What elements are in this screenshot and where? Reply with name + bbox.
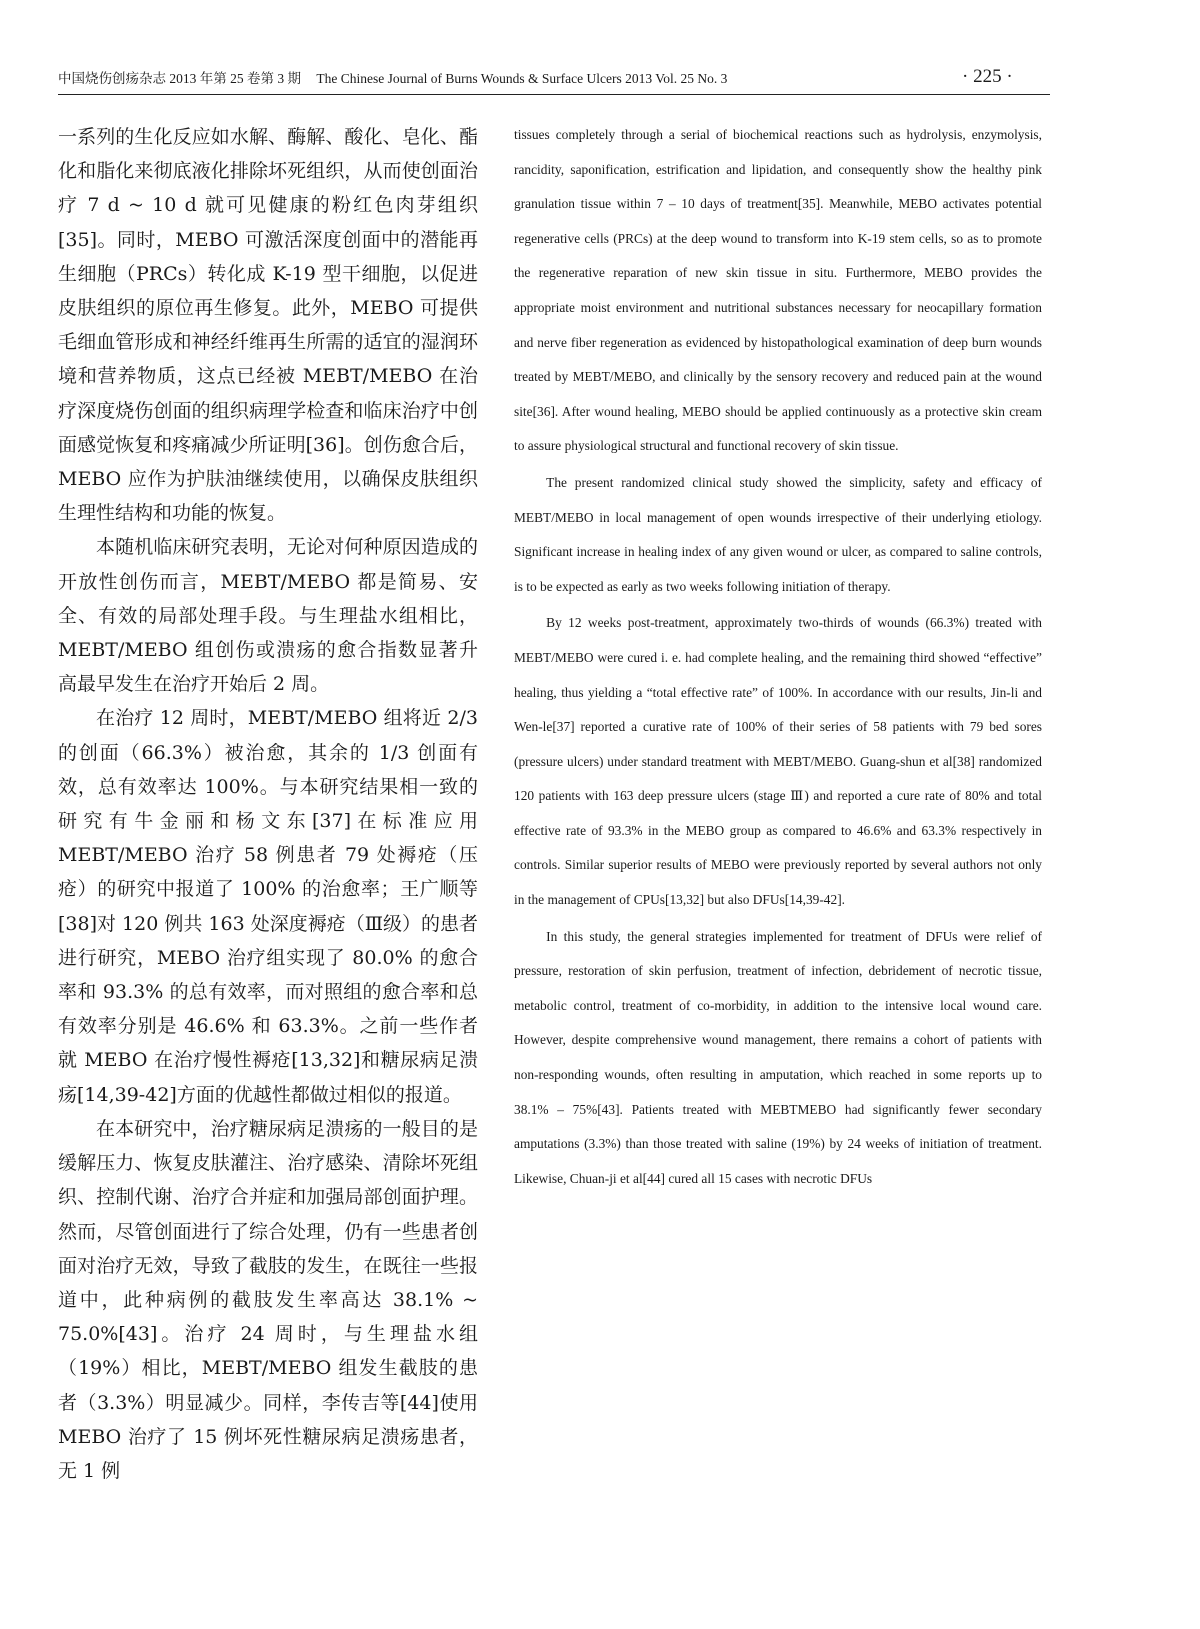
journal-title-chinese: 中国烧伤创疡杂志 2013 年第 25 卷第 3 期 xyxy=(58,71,301,86)
paragraph-zh-1: 一系列的生化反应如水解、酶解、酸化、皂化、酯化和脂化来彻底液化排除坏死组织，从而使创面治疗 7 d ~ 10 d 就可见健康的粉红色肉芽组织[35]。同时，MEBO 可激活深度创面中的潜能再生细胞（PRCs）转化成 K-19 型干细胞，以促进皮肤组织的原位再生修复。此外，MEBO 可提供毛细血管形成和神经纤维再生所需的适宜的湿润环境和营养物质，这点已经被 MEBT/MEBO 在治疗深度烧伤创面的组织病理学检查和临床治疗中创面感觉恢复和疼痛减少所证明[36]。创伤愈合后，MEBO 应作为护肤油继续使用，以确保皮肤组织生理性结构和功能的恢复。 xyxy=(58,126,478,525)
running-header xyxy=(58,68,1050,95)
paragraph-en-2: The present randomized clinical study showed the simplicity, safety and efficacy of MEBT/MEBO in local management of open wounds irrespective of their underlying etiology. Significant increase in healing index of any given wound or ulcer, as compared to saline controls, is to be expected as early as two weeks following initiation of therapy. xyxy=(514,474,1042,594)
paragraph-zh-2: 本随机临床研究表明，无论对何种原因造成的开放性创伤而言，MEBT/MEBO 都是简易、安全、有效的局部处理手段。与生理盐水组相比，MEBT/MEBO 组创伤或溃疡的愈合指数显著升高最早发生在治疗开始后 2 周。 xyxy=(58,536,478,696)
paragraph-en-4: In this study, the general strategies implemented for treatment of DFUs were relief of pressure, restoration of skin perfusion, treatment of infection, debridement of necrotic tissue, metabolic control, treatment of co-morbidity, in addition to the intensive local wound care. However, despite comprehensive wound management, there remains a cohort of patients with non-responding wounds, often resulting in amputation, which reached in some reports up to 38.1% – 75%[43]. Patients treated with MEBTMEBO had significantly fewer secondary amputations (3.3%) than those treated with saline (19%) by 24 weeks of initiation of treatment. Likewise, Chuan-ji et al[44] cured all 15 cases with necrotic DFUs xyxy=(514,928,1042,1186)
chinese-text-column xyxy=(58,120,478,1488)
english-text-column xyxy=(514,118,1042,1196)
paragraph-zh-4: 在本研究中，治疗糖尿病足溃疡的一般目的是缓解压力、恢复皮肤灌注、治疗感染、清除坏死组织、控制代谢、治疗合并症和加强局部创面护理。然而，尽管创面进行了综合处理，仍有一些患者创面对治疗无效，导致了截肢的发生，在既往一些报道中，此种病例的截肢发生率高达 38.1% ~ 75.0%[43]。治疗 24 周时，与生理盐水组（19%）相比，MEBT/MEBO 组发生截肢的患者（3.3%）明显减少。同样，李传吉等[44]使用 MEBO 治疗了 15 例坏死性糖尿病足溃疡患者，无 1 例 xyxy=(58,1117,478,1482)
paragraph-en-3: By 12 weeks post-treatment, approximately two-thirds of wounds (66.3%) treated with MEBT/MEBO were cured i. e. had complete healing, and the remaining third showed “effective” healing, thus yielding a “total effective rate” of 100%. In accordance with our results, Jin-li and Wen-le[37] reported a curative rate of 100% of their series of 58 patients with 79 bed sores (pressure ulcers) under standard treatment with MEBT/MEBO. Guang-shun et al[38] randomized 120 patients with 163 deep pressure ulcers (stage Ⅲ) and reported a cure rate of 80% and total effective rate of 93.3% in the MEBO group as compared to 46.6% and 63.3% respectively in controls. Similar superior results of MEBO were previously reported by several authors not only in the management of CPUs[13,32] but also DFUs[14,39-42]. xyxy=(514,615,1042,908)
journal-title-english: The Chinese Journal of Burns Wounds & Surface Ulcers 2013 Vol. 25 No. 3 xyxy=(316,71,728,86)
page-number: · 225 · xyxy=(962,66,1013,87)
paragraph-zh-3: 在治疗 12 周时，MEBT/MEBO 组将近 2/3 的创面（66.3%）被治愈，其余的 1/3 创面有效，总有效率达 100%。与本研究结果相一致的研究有牛金丽和杨文东[37]在标准应用 MEBT/MEBO 治疗 58 例患者 79 处褥疮（压疮）的研究中报道了 100% 的治愈率；王广顺等[38]对 120 例共 163 处深度褥疮（Ⅲ级）的患者进行研究，MEBO 治疗组实现了 80.0% 的愈合率和 93.3% 的总有效率，而对照组的愈合率和总有效率分别是 46.6% 和 63.3%。之前一些作者就 MEBO 在治疗慢性褥疮[13,32]和糖尿病足溃疡[14,39-42]方面的优越性都做过相似的报道。 xyxy=(58,707,479,1106)
paragraph-en-1: tissues completely through a serial of biochemical reactions such as hydrolysis, enzymolysis, rancidity, saponification, estrification and lipidation, and consequently show the healthy pink granulation tissue within 7 – 10 days of treatment[35]. Meanwhile, MEBO activates potential regenerative cells (PRCs) at the deep wound to transform into K-19 stem cells, so as to promote the regenerative reparation of new skin tissue in situ. Furthermore, MEBO provides the appropriate moist environment and nutritional substances necessary for neocapillary formation and nerve fiber regeneration as evidenced by histopathological examination of deep burn wounds treated by MEBT/MEBO, and clinically by the sensory recovery and reduced pain at the wound site[36]. After wound healing, MEBO should be applied continuously as a protective skin cream to assure physiological structural and functional recovery of skin tissue. xyxy=(514,127,1042,454)
